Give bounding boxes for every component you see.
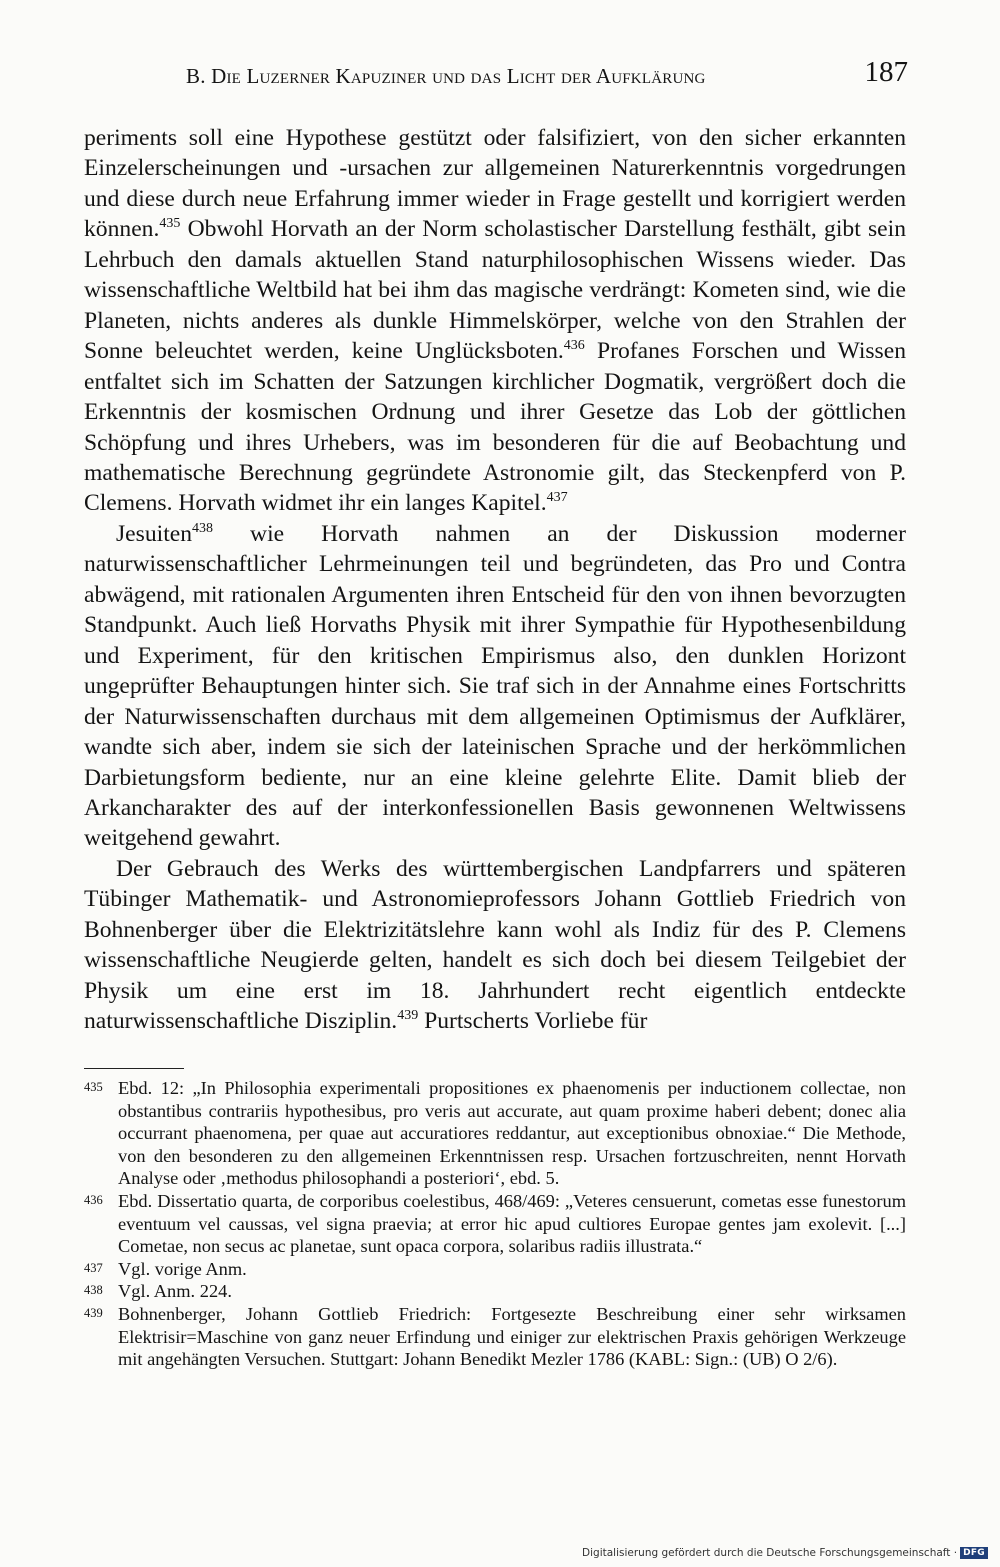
footnote-text: Ebd. 12: „In Philosophia experimentali propositiones ex phaenomenis per inductionem collectae, non obstantibus contrariis hypothesibus, pro veris aut accurate, aut quam proxime haberi debent; donec alia occurrant phaenomena, per quae aut accuratiores reddantur, aut exceptionibus obnoxiae.“ Die Methode, von den besonderen zu den allgemeinen Erkenntnissen resp. Ursachen fortzuschreiten, nennt Horvath Analyse oder ‚methodus philosophandi a posteriori‘, ebd. 5. [118,1078,906,1189]
paragraph: Jesuiten$^{438}$ wie Horvath nahmen an der Diskussion moderner naturwissenschaftlicher Lehrmeinungen teil und begründeten, das Pro und Contra abwägend, mit rationalen Argumenten ihren Entscheid für den von ihnen bevorzugten Standpunkt. Auch ließ Horvaths Physik mit ihrer Sympathie für Hypothesenbildung und Experiment, für den kritischen Empirismus also, den dunklen Horizont ungeprüfter Behauptungen hinter sich. Sie traf sich in der Annahme eines Fortschritts der Naturwissenschaften durchaus mit dem allgemeinen Optimismus der Aufklärer, wandte sich aber, indem sie sich der lateinischen Sprache und der herkömmlichen Darbietungsform bediente, nur an eine kleine gelehrte Elite. Damit blieb der Arkancharakter des auf der interkonfessionellen Basis gewonnenen Weltwissens weitgehend gewahrt. [84,520,906,852]
footnote-text: Bohnenberger, Johann Gottlieb Friedrich: Fortgesezte Beschreibung einer sehr wirksamen Elektrisir=Maschine von ganz neuer Erfindung und einiger zur elektrischen Praxis gehörigen Werkzeuge mit angehängten Versuchen. Stuttgart: Johann Benedikt Mezler 1786 (KABL: Sign.: (UB) O 2/6). [118,1303,906,1370]
footnotes [84,1077,906,1371]
credit-text: Digitalisierung gefördert durch die Deutsche Forschungsgemeinschaft · [582,1547,958,1559]
footnote-number: 437 [84,1260,103,1275]
paragraph: Der Gebrauch des Werks des württembergischen Landpfarrers und späteren Tübinger Mathematik- und Astronomieprofessors Johann Gottlieb Friedrich von Bohnenberger über die Elektrizitätslehre kann wohl als Indiz für des P. Clemens wissenschaftliche Neugierde gelten, handelt es sich doch bei diesem Teilgebiet der Physik um eine erst im 18. Jahrhundert recht eigentlich entdeckte naturwissenschaftliche Disziplin.$^{439}$ Purtscherts Vorliebe für [84,855,906,1035]
footnote-text: Vgl. Anm. 224. [118,1281,232,1302]
footnote-separator [84,1068,184,1069]
running-header [84,58,908,98]
footnote-text: Vgl. vorige Anm. [118,1258,247,1279]
footnote-number: 439 [84,1305,103,1320]
footnote-ref[interactable]: 438 [192,520,214,536]
page-number: 187 [864,56,908,88]
footnote-item [84,1190,906,1258]
footnote-item [84,1258,906,1281]
main-text [84,123,906,1037]
footnote-number: 436 [84,1192,103,1207]
digitization-credit [582,1547,988,1559]
paragraph: periments soll eine Hypothese gestützt oder falsifiziert, von den sicher erkannten Einzelerscheinungen und -ursachen zur allgemeinen Naturerkenntnis vorgedrungen und diese durch neue Erfahrung immer wieder in Frage gestellt und korrigiert werden können.$^{435}$ Obwohl Horvath an der Norm scholastischer Darstellung festhält, gibt sein Lehrbuch den damals aktuellen Stand naturphilosophischen Wissens wieder. Das wissenschaftliche Weltbild hat bei ihm das magische verdrängt: Kometen sind, wie die Planeten, nichts anderes als dunkle Himmelskörper, welche von den Strahlen der Sonne beleuchtet werden, keine Unglücksboten.$^{436}$ Profanes Forschen und Wissen entfaltet sich im Schatten der Satzungen kirchlicher Dogmatik, vergrößert doch die Erkenntnis der kosmischen Ordnung und ihrer Gesetze das Lob der göttlichen Schöpfung und ihres Urhebers, was im besonderen für die auf Beobachtung und mathematische Berechnung gegründete Astronomie gilt, das Steckenpferd von P. Clemens. Horvath widmet ihr ein langes Kapitel.$^{437}$ [84,125,907,517]
footnote-ref[interactable]: 435 [159,216,181,232]
footnote-item [84,1303,906,1371]
footnote-ref[interactable]: 436 [563,338,585,354]
running-title: B. Die Luzerner Kapuziner und das Licht der Aufklärung [186,64,706,88]
footnote-item [84,1280,906,1303]
footnote-number: 438 [84,1283,103,1298]
footnote-ref[interactable]: 439 [397,1008,419,1024]
footnote-item [84,1077,906,1190]
dfg-logo: DFG [960,1547,988,1559]
footnote-number: 435 [84,1080,103,1094]
footnote-text: Ebd. Dissertatio quarta, de corporibus coelestibus, 468/469: „Veteres censuerunt, cometas esse funestorum eventuum vel caussas, vel signa praevia; at error hic apud cultiores Europae gentes jam exolevit. [...] Cometae, non secus ac planetae, sunt opaca corpora, solaribus radiis illustrata.“ [118,1190,906,1257]
footnote-ref[interactable]: 437 [546,490,568,506]
